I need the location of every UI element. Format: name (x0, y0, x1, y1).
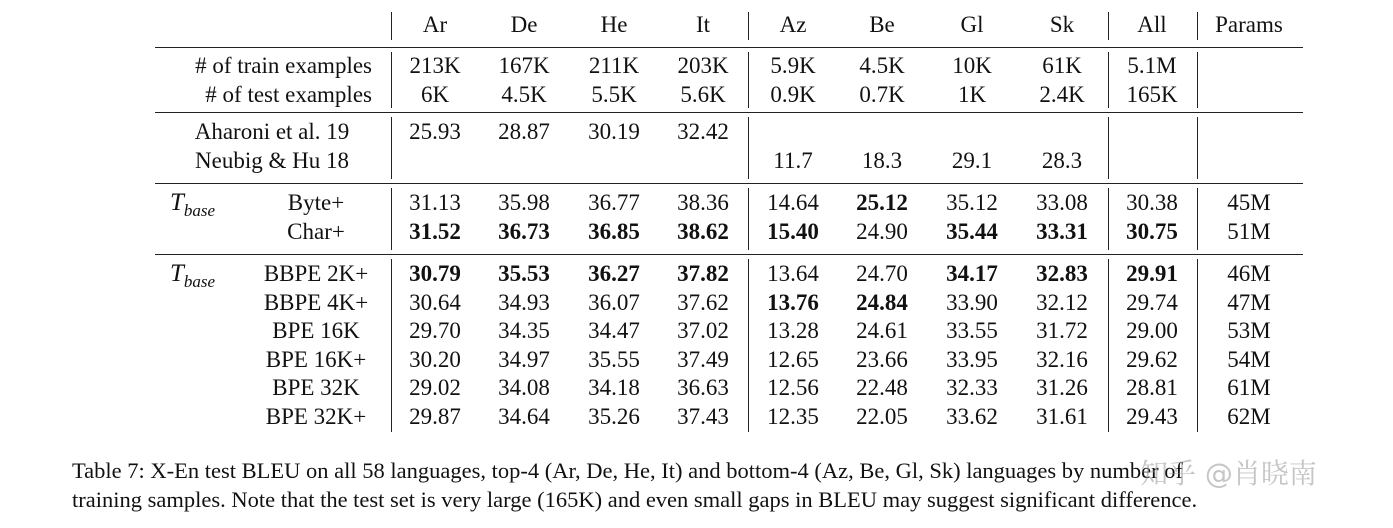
row-label: # of train examples (195, 53, 372, 78)
table-cell: 31.72 (1036, 318, 1088, 344)
column-divider (391, 117, 392, 179)
column-divider (1108, 259, 1109, 432)
table-cell: 37.82 (677, 261, 729, 286)
table-cell: 36.27 (588, 261, 640, 286)
table-cell: 51M (1227, 218, 1271, 244)
table-cell: 29.00 (1126, 318, 1178, 344)
table-cell: 32.83 (1036, 261, 1088, 286)
table-cell: 37.62 (677, 289, 729, 315)
table-cell: 45M (1227, 190, 1271, 215)
column-divider (1108, 52, 1109, 108)
table-cell: 12.35 (767, 404, 819, 429)
row-label: BPE 32K+ (265, 404, 367, 429)
table-cell: 35.26 (588, 404, 640, 429)
table-cell: 0.9K (770, 82, 816, 107)
table-cell: 33.08 (1036, 190, 1088, 215)
table-cell: 28.87 (498, 119, 550, 144)
table-cell: 30.64 (409, 289, 461, 315)
table-cell: 23.66 (856, 346, 908, 372)
column-divider (391, 188, 392, 250)
table-cell: 30.19 (588, 119, 640, 144)
column-divider (1197, 117, 1198, 179)
table-cell: 24.61 (856, 318, 908, 344)
table-cell: 31.52 (409, 218, 461, 244)
table-cell: 25.93 (409, 119, 461, 144)
row-label: BPE 16K+ (265, 346, 367, 372)
table-cell: 30.20 (409, 346, 461, 372)
table-cell: 31.61 (1036, 404, 1088, 429)
column-divider (748, 188, 749, 250)
table-cell: 34.97 (498, 346, 550, 372)
table-cell: 14.64 (767, 190, 819, 215)
table-cell: 31.26 (1036, 375, 1088, 401)
table-cell: 28.81 (1126, 375, 1178, 401)
table-cell: 36.85 (588, 218, 640, 244)
table-cell: 24.90 (856, 218, 908, 244)
row-label: Neubig & Hu 18 (195, 148, 349, 173)
table-cell: 37.49 (677, 346, 729, 372)
table-cell: 12.56 (767, 375, 819, 401)
column-header: Az (779, 12, 807, 37)
table-cell: 38.36 (677, 190, 729, 215)
table-cell: 167K (498, 53, 550, 78)
column-divider (391, 259, 392, 432)
table-cell: 33.95 (946, 346, 998, 372)
table-cell: 12.65 (767, 346, 819, 372)
table-cell: 62M (1227, 404, 1271, 429)
table-cell: 35.53 (498, 261, 550, 286)
table-cell: 29.62 (1126, 346, 1178, 372)
table-cell: 0.7K (859, 82, 905, 107)
table-cell: 36.77 (588, 190, 640, 215)
column-divider (1197, 12, 1198, 40)
header-rule (155, 47, 1303, 48)
column-divider (391, 12, 392, 40)
section-rule (155, 183, 1303, 184)
table-cell: 34.47 (588, 318, 640, 344)
table-cell: 2.4K (1039, 82, 1085, 107)
section-rule (155, 254, 1303, 255)
model-name: T (170, 260, 184, 287)
table-cell: 35.12 (946, 190, 998, 215)
column-divider (1108, 117, 1109, 179)
model-subscript: base (183, 201, 216, 220)
table-cell: 30.38 (1126, 190, 1178, 215)
table-cell: 36.07 (588, 289, 640, 315)
table-cell: 29.02 (409, 375, 461, 401)
table-cell: 165K (1126, 82, 1178, 107)
table-cell: 29.91 (1126, 261, 1178, 286)
row-label: Byte+ (287, 190, 345, 215)
caption-line-1: Table 7: X-En test BLEU on all 58 languages, top-4 (Ar, De, He, It) and bottom-4 (Az, Be, Gl, Sk) languages by number of (72, 458, 1184, 483)
column-header: All (1137, 12, 1167, 37)
table-cell: 35.55 (588, 346, 640, 372)
table-cell: 211K (588, 53, 640, 78)
column-divider (1108, 188, 1109, 250)
column-divider (748, 117, 749, 179)
column-header: Be (869, 12, 895, 37)
column-header: Sk (1049, 12, 1075, 37)
column-divider (1197, 52, 1198, 108)
table-cell: 18.3 (861, 148, 903, 173)
table-cell: 13.76 (767, 289, 819, 315)
table-cell: 213K (409, 53, 461, 78)
table-cell: 36.73 (498, 218, 550, 244)
table-cell: 54M (1227, 346, 1271, 372)
table-cell: 15.40 (767, 218, 819, 244)
column-header: Ar (422, 12, 448, 37)
table-cell: 46M (1227, 261, 1271, 286)
table-cell: 24.84 (856, 289, 908, 315)
table-cell: 29.43 (1126, 404, 1178, 429)
column-divider (391, 52, 392, 108)
table-cell: 34.17 (946, 261, 998, 286)
row-label: Aharoni et al. 19 (194, 119, 350, 144)
column-header: Params (1215, 12, 1283, 37)
table-cell: 6K (420, 82, 450, 107)
table-cell: 32.12 (1036, 289, 1088, 315)
caption-line-2: training samples. Note that the test set is very large (165K) and even small gaps in BLEU may suggest significant difference. (72, 487, 1198, 512)
table-cell: 28.3 (1041, 148, 1083, 173)
table-cell: 34.64 (498, 404, 550, 429)
column-divider (748, 52, 749, 108)
table-cell: 5.6K (680, 82, 726, 107)
model-subscript: base (183, 272, 216, 291)
model-name: T (170, 189, 184, 216)
table-cell: 35.98 (498, 190, 550, 215)
table-cell: 31.13 (409, 190, 461, 215)
table-cell: 61M (1227, 375, 1271, 401)
table-cell: 53M (1227, 318, 1271, 344)
row-label: BBPE 2K+ (263, 261, 369, 286)
table-cell: 4.5K (859, 53, 905, 78)
table-cell: 5.9K (770, 53, 816, 78)
table-cell: 5.5K (591, 82, 637, 107)
table-cell: 29.1 (951, 148, 993, 173)
table-cell: 35.44 (946, 218, 998, 244)
table-cell: 24.70 (856, 261, 908, 286)
table-cell: 13.28 (767, 318, 819, 344)
table-cell: 22.05 (856, 404, 908, 429)
table-cell: 37.43 (677, 404, 729, 429)
table-cell: 25.12 (856, 190, 908, 215)
table-cell: 22.48 (856, 375, 908, 401)
table-cell: 37.02 (677, 318, 729, 344)
table-cell: 34.35 (498, 318, 550, 344)
watermark: 知乎 @肖晓南 (1140, 457, 1317, 490)
table-cell: 11.7 (773, 148, 813, 173)
table-cell: 32.42 (677, 119, 729, 144)
table-cell: 34.18 (588, 375, 640, 401)
row-label: Char+ (287, 218, 345, 244)
table-cell: 10K (952, 53, 992, 78)
row-label: BBPE 4K+ (263, 289, 369, 315)
column-divider (748, 259, 749, 432)
column-header: De (510, 12, 538, 37)
row-label: # of test examples (205, 82, 372, 107)
model-label (170, 188, 215, 226)
column-header: He (600, 12, 628, 37)
table-cell: 61K (1042, 53, 1082, 78)
column-divider (748, 12, 749, 40)
table-cell: 4.5K (501, 82, 547, 107)
section-rule (155, 112, 1303, 113)
table-cell: 29.74 (1126, 289, 1178, 315)
table-cell: 36.63 (677, 375, 729, 401)
column-divider (1108, 12, 1109, 40)
table-cell: 34.08 (498, 375, 550, 401)
model-label (170, 259, 215, 297)
column-header: Gl (960, 12, 984, 37)
table-cell: 29.87 (409, 404, 461, 429)
table-cell: 33.62 (946, 404, 998, 429)
table-cell: 33.31 (1036, 218, 1088, 244)
column-header: It (695, 12, 711, 37)
column-divider (1197, 188, 1198, 250)
row-label: BPE 16K (272, 318, 360, 344)
table-cell: 30.75 (1126, 218, 1178, 244)
table-cell: 32.16 (1036, 346, 1088, 372)
table-cell: 1K (957, 82, 987, 107)
table-cell: 30.79 (409, 261, 461, 286)
table-cell: 34.93 (498, 289, 550, 315)
table-cell: 13.64 (767, 261, 819, 286)
table-cell: 5.1M (1127, 53, 1177, 78)
row-label: BPE 32K (272, 375, 360, 401)
column-divider (1197, 259, 1198, 432)
table-cell: 29.70 (409, 318, 461, 344)
table-cell: 38.62 (677, 218, 729, 244)
table-cell: 32.33 (946, 375, 998, 401)
table-cell: 33.90 (946, 289, 998, 315)
table-cell: 33.55 (946, 318, 998, 344)
table-cell: 203K (677, 53, 729, 78)
table-cell: 47M (1227, 289, 1271, 315)
